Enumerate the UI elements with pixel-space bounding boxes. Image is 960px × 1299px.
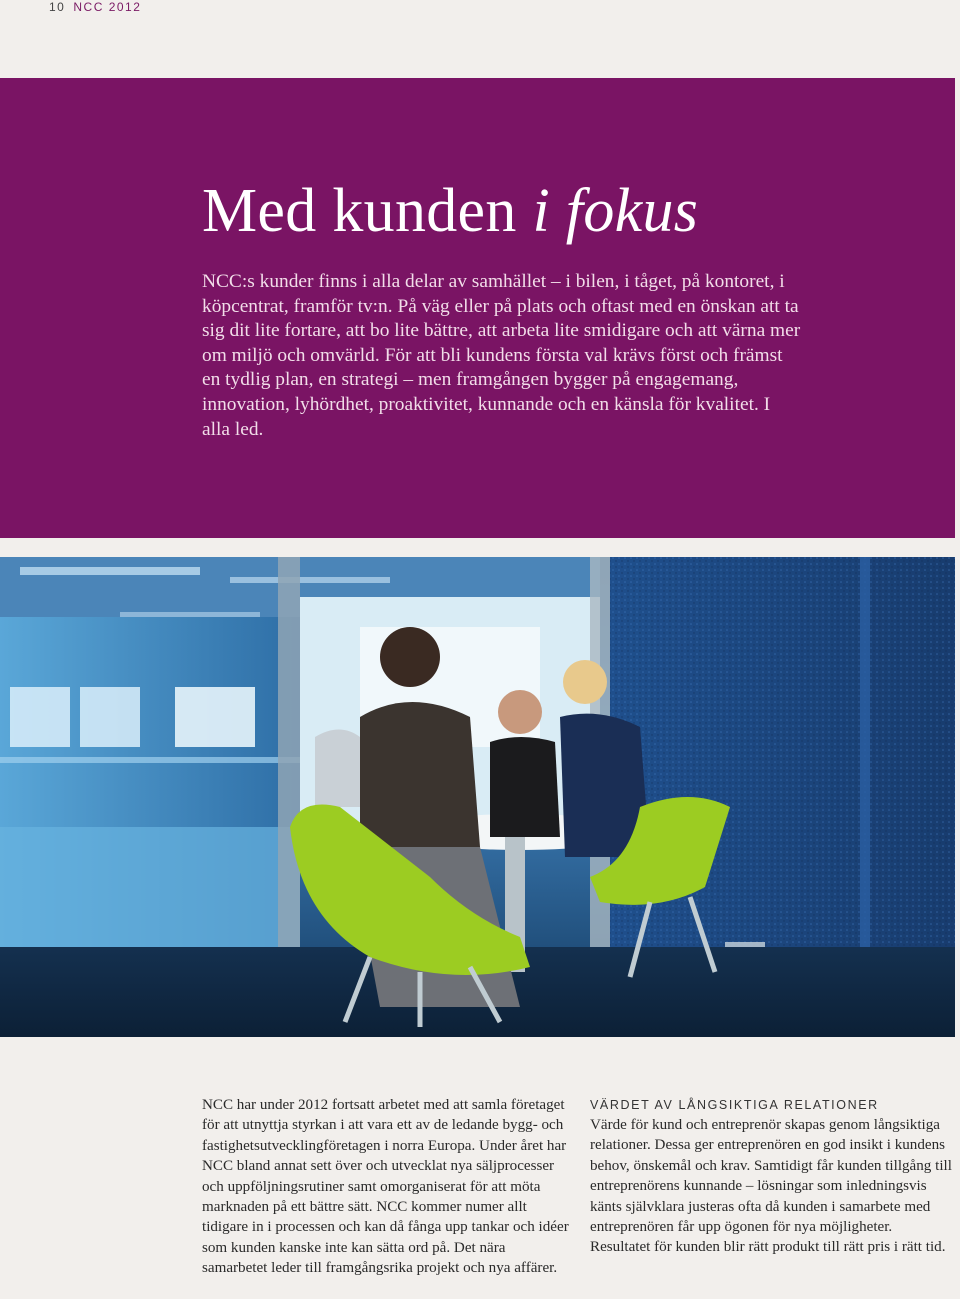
intro-paragraph: NCC:s kunder finns i alla delar av samhället – i bilen, i tåget, på kontoret, i köpcentrat, framför tv:n. På väg eller på plats och oftast med en önskan att ta sig dit lite fortare, att bo lite bättre, att arbeta lite smidigare och att värna mer om miljö och omvärld. För att bli kundens första val krävs först och främst en tydlig plan, en strategi – men framgången bygger på engagemang, innovation, lyhördhet, proaktivitet, kunnande och en känsla för kvalitet. I alla led. — [202, 271, 801, 440]
meeting-room-photo — [0, 557, 955, 1037]
page-header — [49, 0, 141, 14]
body-column-left — [202, 1095, 570, 1279]
hero-banner — [0, 78, 955, 538]
body-column-right — [590, 1095, 952, 1258]
publication-name: NCC 2012 — [73, 0, 142, 14]
title-main: Med kunden — [202, 177, 533, 245]
body-paragraph-left: NCC har under 2012 fortsatt arbetet med att samla företaget för att utnyttja styrkan i att vara ett av de ledande bygg- och fastighetsutvecklingföretagen i norra Europa. Under året har NCC bland annat sett över och utvecklat nya säljprocesser och uppföljningsrutiner samt omorganiserat för att möta marknaden på ett bättre sätt. NCC kommer numer allt tidigare in i processen och kan då fånga upp tankar och idéer som kunden kanske inte kan sätta ord på. Det nära samarbetet leder till framgångsrika projekt och nya affärer. — [202, 1097, 569, 1277]
page-number: 10 — [49, 0, 66, 14]
section-heading: VÄRDET AV LÅNGSIKTIGA RELATIONER — [590, 1098, 879, 1112]
page-title — [202, 174, 698, 248]
title-italic: i fokus — [532, 177, 699, 245]
body-paragraph-right: Värde för kund och entreprenör skapas genom långsiktiga relationer. Dessa ger entreprenören en god insikt i kundens behov, önskemål och krav. Samtidigt får kunden tillgång till entreprenörens kunnande – lösningar som inledningsvis känts självklara justeras ofta då kunden i samarbete med entreprenören får upp ögonen för nya möjligheter. Resultatet för kunden blir rätt produkt till rätt pris i rätt tid. — [590, 1117, 952, 1256]
